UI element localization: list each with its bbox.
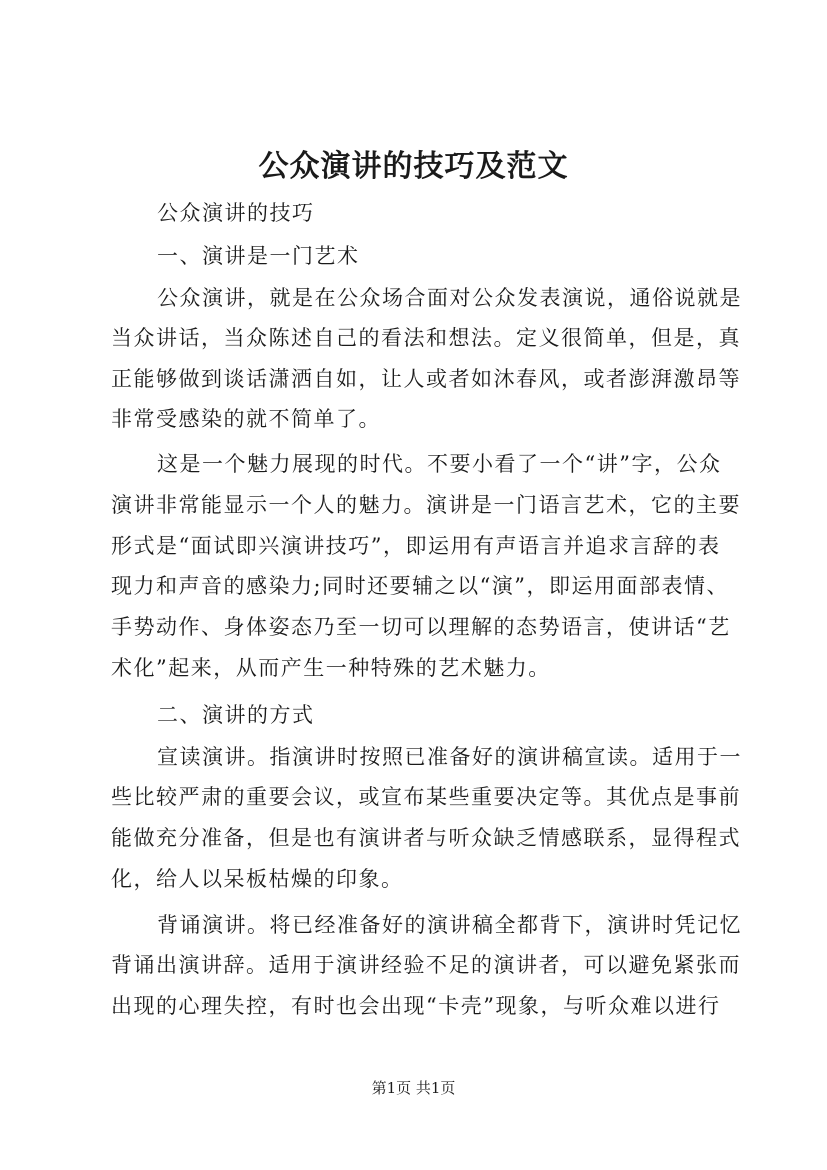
paragraph-line: 术化”起来，从而产生一种特殊的艺术魅力。 xyxy=(111,656,551,680)
paragraph-line: 这是一个魅力展现的时代。不要小看了一个“讲”字，公众 xyxy=(157,452,722,476)
paragraph-line: 公众演讲，就是在公众场合面对公众发表演说，通俗说就是 xyxy=(157,286,742,310)
paragraph-line: 演讲非常能显示一个人的魅力。演讲是一门语言艺术，它的主要 xyxy=(111,493,741,517)
paragraph-line: 宣读演讲。指演讲时按照已准备好的演讲稿宣读。适用于一 xyxy=(157,745,742,769)
section-heading-1: 一、演讲是一门艺术 xyxy=(157,244,360,268)
paragraph-line: 当众讲话，当众陈述自己的看法和想法。定义很简单，但是，真 xyxy=(111,326,741,350)
paragraph-line: 正能够做到谈话潇洒自如，让人或者如沐春风，或者澎湃激昂等 xyxy=(111,367,741,391)
page-footer: 第1页 共1页 xyxy=(371,1079,456,1097)
paragraph-line: 出现的心理失控，有时也会出现“卡壳”现象，与听众难以进行 xyxy=(111,994,721,1018)
paragraph-line: 非常受感染的就不简单了。 xyxy=(111,407,381,431)
subheading-techniques: 公众演讲的技巧 xyxy=(157,201,315,225)
paragraph-line: 现力和声音的感染力;同时还要辅之以“演”，即运用面部表情、 xyxy=(111,574,730,598)
document-title: 公众演讲的技巧及范文 xyxy=(258,149,569,184)
paragraph-line: 背诵出演讲辞。适用于演讲经验不足的演讲者，可以避免紧张而 xyxy=(111,953,741,977)
paragraph-line: 能做充分准备，但是也有演讲者与听众缺乏情感联系，显得程式 xyxy=(111,826,741,850)
section-heading-2: 二、演讲的方式 xyxy=(157,703,315,727)
paragraph-line: 化，给人以呆板枯燥的印象。 xyxy=(111,867,404,891)
paragraph-line: 些比较严肃的重要会议，或宣布某些重要决定等。其优点是事前 xyxy=(111,785,741,809)
paragraph-line: 形式是“面试即兴演讲技巧”，即运用有声语言并追求言辞的表 xyxy=(111,534,721,558)
paragraph-line: 背诵演讲。将已经准备好的演讲稿全都背下，演讲时凭记忆 xyxy=(157,913,742,937)
paragraph-line: 手势动作、身体姿态乃至一切可以理解的态势语言，使讲话“艺 xyxy=(111,615,731,639)
